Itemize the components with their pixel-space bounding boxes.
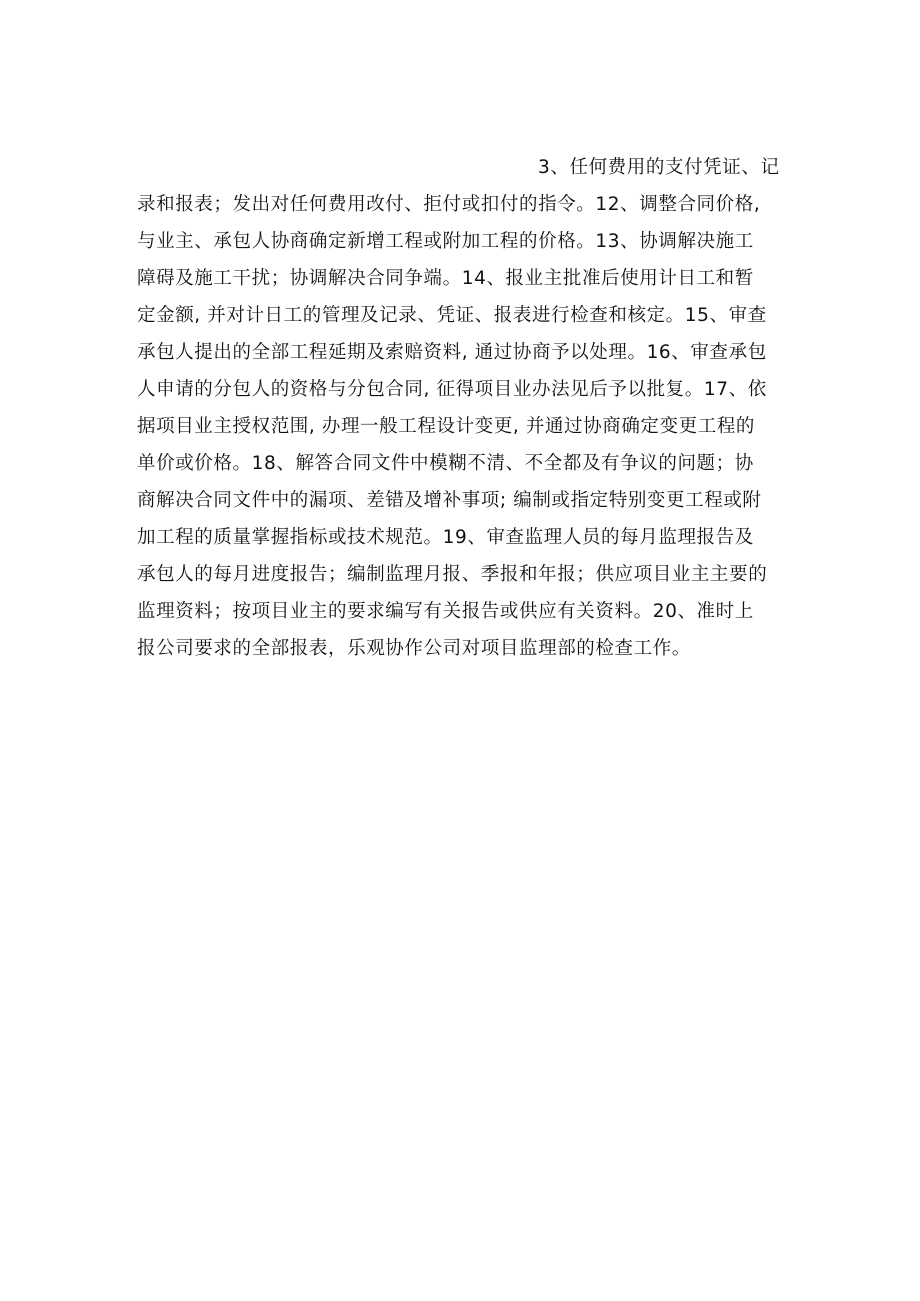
- text-line-14: 报公司要求的全部报表，乐观协作公司对项目监理部的检查工作。: [137, 638, 691, 659]
- body-text: [137, 149, 791, 667]
- text-line-11: 加工程的质量掌握指标或技术规范。19、审查监理人员的每月监理报告及: [137, 527, 754, 548]
- text-line-12: 承包人的每月进度报告；编制监理月报、季报和年报；供应项目业主主要的: [137, 564, 768, 585]
- text-line-10: 商解决合同文件中的漏项、差错及增补事项; 编制或指定特别变更工程或附: [137, 490, 762, 511]
- text-line-3: 与业主、承包人协商确定新增工程或附加工程的价格。13、协调解决施工: [137, 231, 754, 252]
- text-line-5: 定金额, 并对计日工的管理及记录、凭证、报表进行检查和核定。15、审查: [137, 305, 767, 326]
- text-line-2: 录和报表；发出对任何费用改付、拒付或扣付的指令。12、调整合同价格,: [137, 194, 761, 215]
- text-line-7: 人申请的分包人的资格与分包合同, 征得项目业办法见后予以批复。17、依: [137, 379, 767, 400]
- text-line-1: 3、任何费用的支付凭证、记: [538, 157, 780, 178]
- text-line-6: 承包人提出的全部工程延期及索赔资料, 通过协商予以处理。16、审查承包: [137, 342, 767, 363]
- text-line-13: 监理资料；按项目业主的要求编写有关报告或供应有关资料。20、准时上: [137, 601, 754, 622]
- text-line-9: 单价或价格。18、解答合同文件中模糊不清、不全都及有争议的问题；协: [137, 453, 754, 474]
- text-line-8: 据项目业主授权范围, 办理一般工程设计变更, 并通过协商确定变更工程的: [137, 416, 756, 437]
- text-line-4: 障碍及施工干扰；协调解决合同争端。14、报业主批准后使用计日工和暂: [137, 268, 754, 289]
